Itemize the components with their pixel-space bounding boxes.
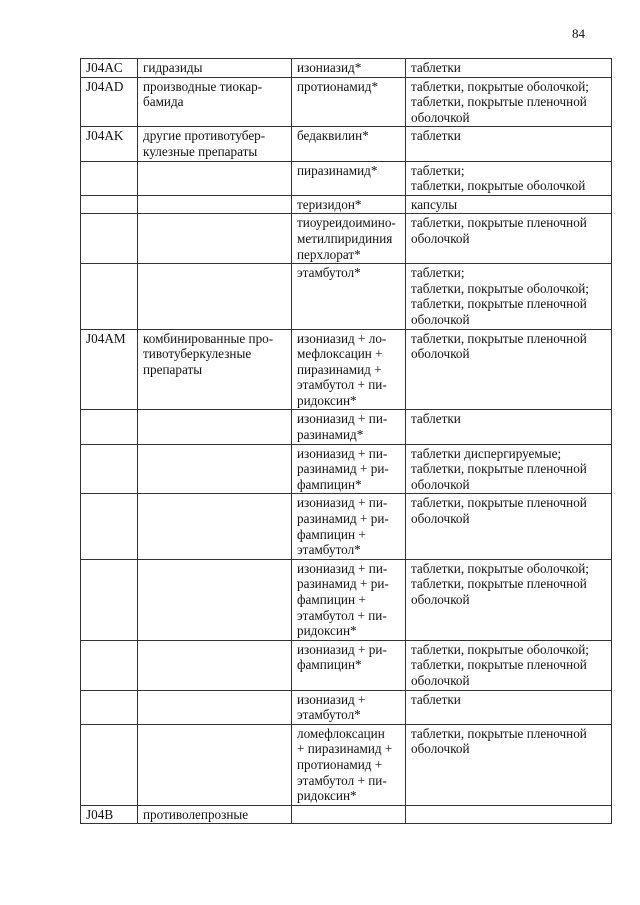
table-row — [81, 410, 612, 444]
dosage-form-cell: таблетки — [406, 59, 612, 78]
dosage-form-cell: таблетки диспергируемые; таблетки, покрытые пленочной оболочкой — [406, 444, 612, 494]
table-row — [81, 690, 612, 724]
dosage-form-cell: таблетки, покрытые пленочной оболочкой — [406, 329, 612, 410]
substance-cell: изониазид + пи- разинамид* — [292, 410, 406, 444]
atc-code-cell: J04AM — [81, 329, 138, 410]
table-row — [81, 444, 612, 494]
dosage-form-cell: таблетки; таблетки, покрытые оболочкой; таблетки, покрытые пленочной оболочкой — [406, 264, 612, 329]
dosage-form-cell: таблетки, покрытые оболочкой; таблетки, покрытые пленочной оболочкой — [406, 77, 612, 127]
group-cell — [138, 494, 292, 559]
atc-code-cell: J04AK — [81, 127, 138, 161]
group-cell: другие противотубер- кулезные препараты — [138, 127, 292, 161]
group-cell — [138, 640, 292, 690]
group-cell — [138, 690, 292, 724]
group-cell: гидразиды — [138, 59, 292, 78]
dosage-form-cell: таблетки, покрытые пленочной оболочкой — [406, 724, 612, 805]
substance-cell: изониазид + пи- разинамид + ри- фампицин* — [292, 444, 406, 494]
atc-code-cell — [81, 264, 138, 329]
table-row — [81, 329, 612, 410]
table-row — [81, 494, 612, 559]
dosage-form-cell — [406, 805, 612, 824]
group-cell: комбинированные про- тивотуберкулезные препараты — [138, 329, 292, 410]
table-row — [81, 214, 612, 264]
substance-cell: изониазид + ло- мефлоксацин + пиразинамид + этамбутол + пи- ридоксин* — [292, 329, 406, 410]
substance-cell: этамбутол* — [292, 264, 406, 329]
dosage-form-cell: таблетки — [406, 127, 612, 161]
substance-cell: ломефлоксацин + пиразинамид + протионамид + этамбутол + пи- ридоксин* — [292, 724, 406, 805]
atc-code-cell — [81, 161, 138, 195]
table-row — [81, 77, 612, 127]
table-row — [81, 559, 612, 640]
dosage-form-cell: таблетки, покрытые оболочкой; таблетки, покрытые пленочной оболочкой — [406, 640, 612, 690]
substance-cell: тиоуреидоимино- метилпиридиния перхлорат* — [292, 214, 406, 264]
group-cell — [138, 724, 292, 805]
substance-cell: пиразинамид* — [292, 161, 406, 195]
atc-code-cell — [81, 410, 138, 444]
group-cell — [138, 161, 292, 195]
atc-code-cell — [81, 690, 138, 724]
table-row — [81, 640, 612, 690]
dosage-form-cell: таблетки, покрытые оболочкой; таблетки, покрытые пленочной оболочкой — [406, 559, 612, 640]
atc-code-cell — [81, 195, 138, 214]
substance-cell: изониазид + ри- фампицин* — [292, 640, 406, 690]
page-number: 84 — [572, 26, 585, 41]
substance-cell: изониазид + пи- разинамид + ри- фампицин + этамбутол* — [292, 494, 406, 559]
atc-code-cell — [81, 494, 138, 559]
group-cell — [138, 559, 292, 640]
drug-classification-table — [80, 58, 612, 824]
group-cell — [138, 444, 292, 494]
atc-code-cell: J04B — [81, 805, 138, 824]
table-row — [81, 59, 612, 78]
group-cell — [138, 214, 292, 264]
atc-code-cell — [81, 640, 138, 690]
group-cell: производные тиокар- бамида — [138, 77, 292, 127]
table-row — [81, 161, 612, 195]
group-cell: противолепрозные — [138, 805, 292, 824]
substance-cell: бедаквилин* — [292, 127, 406, 161]
dosage-form-cell: таблетки, покрытые пленочной оболочкой — [406, 214, 612, 264]
substance-cell: протионамид* — [292, 77, 406, 127]
substance-cell: изониазид + пи- разинамид + ри- фампицин + этамбутол + пи- ридоксин* — [292, 559, 406, 640]
atc-code-cell — [81, 444, 138, 494]
atc-code-cell — [81, 214, 138, 264]
dosage-form-cell: таблетки; таблетки, покрытые оболочкой — [406, 161, 612, 195]
table-row — [81, 264, 612, 329]
substance-cell: теризидон* — [292, 195, 406, 214]
atc-code-cell: J04AD — [81, 77, 138, 127]
dosage-form-cell: таблетки, покрытые пленочной оболочкой — [406, 494, 612, 559]
dosage-form-cell: капсулы — [406, 195, 612, 214]
substance-cell — [292, 805, 406, 824]
substance-cell: изониазид + этамбутол* — [292, 690, 406, 724]
atc-code-cell: J04AC — [81, 59, 138, 78]
table-row — [81, 724, 612, 805]
group-cell — [138, 195, 292, 214]
table-row — [81, 805, 612, 824]
atc-code-cell — [81, 559, 138, 640]
dosage-form-cell: таблетки — [406, 690, 612, 724]
group-cell — [138, 264, 292, 329]
dosage-form-cell: таблетки — [406, 410, 612, 444]
atc-code-cell — [81, 724, 138, 805]
table-row — [81, 195, 612, 214]
table-row — [81, 127, 612, 161]
group-cell — [138, 410, 292, 444]
substance-cell: изониазид* — [292, 59, 406, 78]
